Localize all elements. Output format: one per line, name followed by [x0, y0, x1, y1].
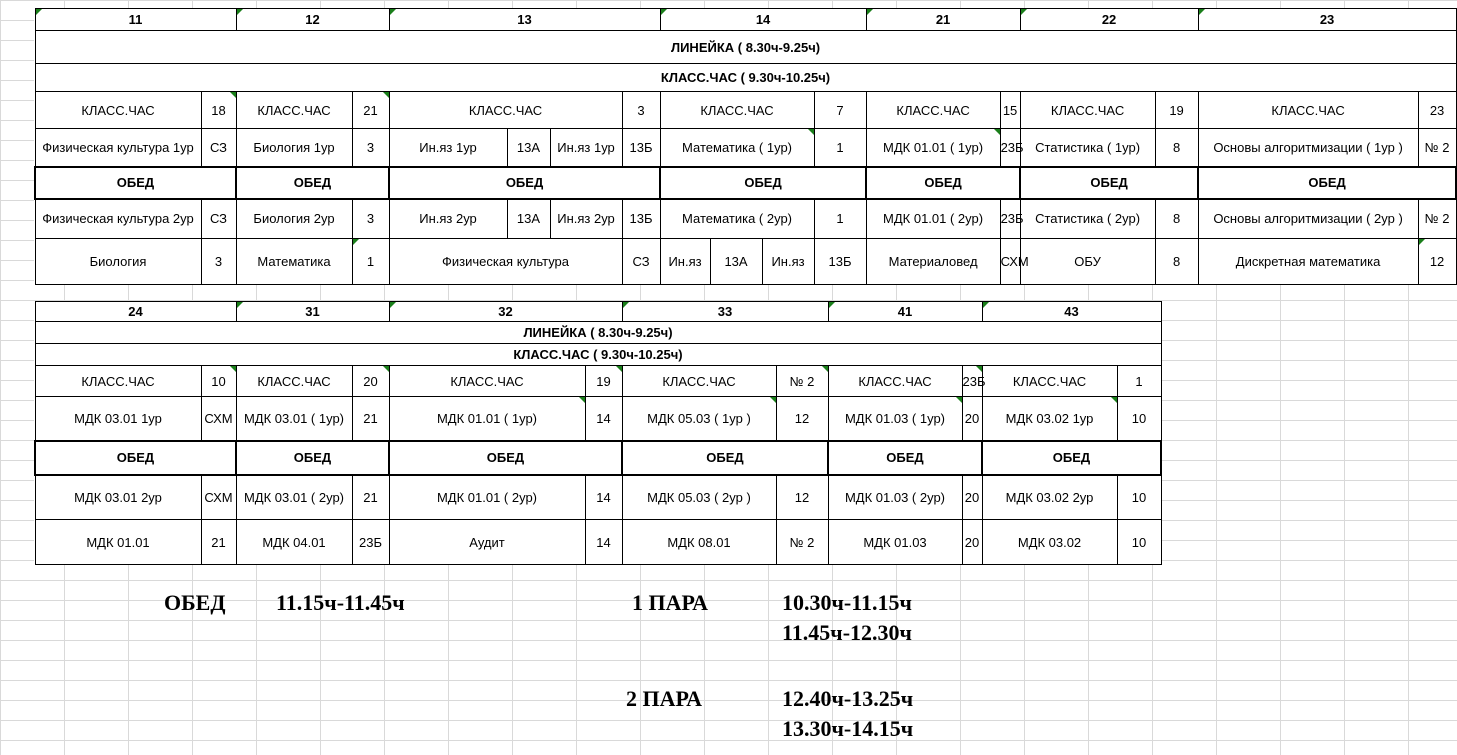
group-header: 43: [982, 302, 1161, 322]
lesson-row-2: [35, 475, 1161, 520]
subject-cell: МДК 03.01 ( 1ур): [236, 397, 352, 441]
subject-cell: Ин.яз: [660, 239, 710, 285]
subject-cell: Физическая культура: [389, 239, 622, 285]
room-cell: 20: [962, 397, 982, 441]
room-cell: 14: [585, 397, 622, 441]
subject-cell: КЛАСС.ЧАС: [389, 92, 622, 129]
subject-cell: Биология: [35, 239, 201, 285]
room-cell: 1: [1117, 366, 1161, 397]
subject-cell: Биология 1ур: [236, 129, 352, 167]
room-cell: 19: [1155, 92, 1198, 129]
room-cell: 23Б: [352, 520, 389, 565]
subject-cell: МДК 03.02: [982, 520, 1117, 565]
subject-cell: Статистика ( 1ур): [1020, 129, 1155, 167]
lesson-row-3: [35, 520, 1161, 565]
group-header: 14: [660, 9, 866, 31]
room-cell: 12: [776, 475, 828, 520]
subject-cell: КЛАСС.ЧАС: [660, 92, 814, 129]
subject-cell: Основы алгоритмизации ( 1ур ): [1198, 129, 1418, 167]
room-cell: 20: [352, 366, 389, 397]
room-cell: 13А: [507, 199, 550, 239]
pair-1-time-2: 11.45ч-12.30ч: [782, 620, 912, 645]
class-hour-row: КЛАСС.ЧАС ( 9.30ч-10.25ч): [35, 344, 1161, 366]
room-cell: 1: [814, 199, 866, 239]
group-header: 41: [828, 302, 982, 322]
lesson-row-3: [35, 239, 1456, 285]
room-cell: 15: [1000, 92, 1020, 129]
lineika-row: ЛИНЕЙКА ( 8.30ч-9.25ч): [35, 31, 1456, 64]
subject-cell: КЛАСС.ЧАС: [1020, 92, 1155, 129]
room-cell: 8: [1155, 239, 1198, 285]
subject-cell: МДК 04.01: [236, 520, 352, 565]
group-header-row: [35, 302, 1161, 322]
lunch-cell: ОБЕД: [660, 167, 866, 199]
room-cell: СЗ: [201, 199, 236, 239]
subject-cell: КЛАСС.ЧАС: [35, 366, 201, 397]
room-cell: 10: [1117, 475, 1161, 520]
subject-cell: МДК 01.01 ( 2ур): [389, 475, 585, 520]
room-cell: 21: [352, 475, 389, 520]
lunch-cell: ОБЕД: [35, 441, 236, 475]
subject-cell: МДК 03.01 2ур: [35, 475, 201, 520]
room-cell: 3: [352, 199, 389, 239]
subject-cell: КЛАСС.ЧАС: [1198, 92, 1418, 129]
room-cell: 19: [585, 366, 622, 397]
group-header: 21: [866, 9, 1020, 31]
room-cell: 13А: [710, 239, 762, 285]
subject-cell: МДК 01.03 ( 1ур): [828, 397, 962, 441]
subject-cell: Физическая культура 2ур: [35, 199, 201, 239]
subject-cell: КЛАСС.ЧАС: [622, 366, 776, 397]
lunch-note-label: ОБЕД: [164, 590, 226, 615]
subject-cell: КЛАСС.ЧАС: [236, 92, 352, 129]
room-cell: 7: [814, 92, 866, 129]
schedule-table-2: [34, 301, 1162, 565]
subject-cell: МДК 01.01 ( 1ур): [389, 397, 585, 441]
subject-cell: МДК 01.03 ( 2ур): [828, 475, 962, 520]
subject-cell: Биология 2ур: [236, 199, 352, 239]
subject-cell: Математика ( 2ур): [660, 199, 814, 239]
room-cell: 1: [814, 129, 866, 167]
subject-cell: Ин.яз 1ур: [389, 129, 507, 167]
room-cell: 10: [1117, 397, 1161, 441]
subject-cell: КЛАСС.ЧАС: [35, 92, 201, 129]
room-cell: 21: [352, 92, 389, 129]
class-hour-cells-row: [35, 366, 1161, 397]
group-header: 12: [236, 9, 389, 31]
pair-1-label: 1 ПАРА: [632, 590, 709, 615]
lunch-cell: ОБЕД: [1020, 167, 1198, 199]
lunch-cell: ОБЕД: [236, 167, 389, 199]
room-cell: 1: [352, 239, 389, 285]
room-cell: 8: [1155, 129, 1198, 167]
room-cell: 12: [1418, 239, 1456, 285]
subject-cell: Математика: [236, 239, 352, 285]
subject-cell: Физическая культура 1ур: [35, 129, 201, 167]
room-cell: 21: [201, 520, 236, 565]
subject-cell: Материаловед: [866, 239, 1000, 285]
room-cell: № 2: [1418, 129, 1456, 167]
room-cell: 8: [1155, 199, 1198, 239]
subject-cell: КЛАСС.ЧАС: [236, 366, 352, 397]
subject-cell: Статистика ( 2ур): [1020, 199, 1155, 239]
room-cell: 3: [352, 129, 389, 167]
room-cell: 3: [201, 239, 236, 285]
group-header-row: [35, 9, 1456, 31]
room-cell: 3: [622, 92, 660, 129]
subject-cell: МДК 01.03: [828, 520, 962, 565]
subject-cell: Ин.яз 2ур: [389, 199, 507, 239]
room-cell: 18: [201, 92, 236, 129]
lunch-note-time: 11.15ч-11.45ч: [276, 590, 405, 615]
pair-1-time-1: 10.30ч-11.15ч: [782, 590, 912, 615]
lunch-row: [35, 167, 1456, 199]
subject-cell: МДК 03.02 1ур: [982, 397, 1117, 441]
group-header: 31: [236, 302, 389, 322]
lunch-cell: ОБЕД: [389, 441, 622, 475]
subject-cell: Ин.яз 1ур: [550, 129, 622, 167]
lunch-cell: ОБЕД: [389, 167, 660, 199]
group-header: 11: [35, 9, 236, 31]
subject-cell: Основы алгоритмизации ( 2ур ): [1198, 199, 1418, 239]
subject-cell: МДК 01.01: [35, 520, 201, 565]
pair-2-label: 2 ПАРА: [626, 686, 703, 711]
group-header: 33: [622, 302, 828, 322]
room-cell: 10: [1117, 520, 1161, 565]
subject-cell: Математика ( 1ур): [660, 129, 814, 167]
lineika-row: ЛИНЕЙКА ( 8.30ч-9.25ч): [35, 322, 1161, 344]
lesson-row-2: [35, 199, 1456, 239]
room-cell: 10: [201, 366, 236, 397]
subject-cell: Дискретная математика: [1198, 239, 1418, 285]
subject-cell: МДК 08.01: [622, 520, 776, 565]
room-cell: 14: [585, 520, 622, 565]
subject-cell: ОБУ: [1020, 239, 1155, 285]
room-cell: 13Б: [622, 129, 660, 167]
group-header: 24: [35, 302, 236, 322]
lesson-row-1: [35, 129, 1456, 167]
subject-cell: Ин.яз: [762, 239, 814, 285]
room-cell: № 2: [776, 520, 828, 565]
subject-cell: Аудит: [389, 520, 585, 565]
room-cell: 23Б: [1000, 129, 1020, 167]
pair-2-time-1: 12.40ч-13.25ч: [782, 686, 914, 711]
room-cell: СХМ: [201, 397, 236, 441]
subject-cell: КЛАСС.ЧАС: [866, 92, 1000, 129]
room-cell: 13Б: [814, 239, 866, 285]
room-cell: 14: [585, 475, 622, 520]
room-cell: 13А: [507, 129, 550, 167]
room-cell: № 2: [776, 366, 828, 397]
lunch-cell: ОБЕД: [866, 167, 1020, 199]
room-cell: № 2: [1418, 199, 1456, 239]
subject-cell: КЛАСС.ЧАС: [389, 366, 585, 397]
subject-cell: КЛАСС.ЧАС: [828, 366, 962, 397]
class-hour-cells-row: [35, 92, 1456, 129]
lunch-row: [35, 441, 1161, 475]
lunch-cell: ОБЕД: [236, 441, 389, 475]
group-header: 23: [1198, 9, 1456, 31]
room-cell: 12: [776, 397, 828, 441]
room-cell: 23: [1418, 92, 1456, 129]
lunch-cell: ОБЕД: [622, 441, 828, 475]
pair-2-time-2: 13.30ч-14.15ч: [782, 716, 914, 741]
group-header: 22: [1020, 9, 1198, 31]
lunch-cell: ОБЕД: [982, 441, 1161, 475]
subject-cell: МДК 01.01 ( 2ур): [866, 199, 1000, 239]
room-cell: 13Б: [622, 199, 660, 239]
class-hour-row: КЛАСС.ЧАС ( 9.30ч-10.25ч): [35, 64, 1456, 92]
subject-cell: МДК 03.01 1ур: [35, 397, 201, 441]
room-cell: СЗ: [622, 239, 660, 285]
lesson-row-1: [35, 397, 1161, 441]
subject-cell: МДК 03.02 2ур: [982, 475, 1117, 520]
lunch-cell: ОБЕД: [1198, 167, 1456, 199]
lunch-cell: ОБЕД: [35, 167, 236, 199]
room-cell: 23Б: [962, 366, 982, 397]
subject-cell: МДК 01.01 ( 1ур): [866, 129, 1000, 167]
subject-cell: МДК 03.01 ( 2ур): [236, 475, 352, 520]
room-cell: 20: [962, 475, 982, 520]
room-cell: 21: [352, 397, 389, 441]
room-cell: СХМ: [201, 475, 236, 520]
room-cell: 23Б: [1000, 199, 1020, 239]
room-cell: 20: [962, 520, 982, 565]
subject-cell: КЛАСС.ЧАС: [982, 366, 1117, 397]
schedule-table-1: [34, 8, 1457, 285]
room-cell: СЗ: [201, 129, 236, 167]
group-header: 13: [389, 9, 660, 31]
group-header: 32: [389, 302, 622, 322]
subject-cell: МДК 05.03 ( 2ур ): [622, 475, 776, 520]
lunch-cell: ОБЕД: [828, 441, 982, 475]
subject-cell: Ин.яз 2ур: [550, 199, 622, 239]
subject-cell: МДК 05.03 ( 1ур ): [622, 397, 776, 441]
room-cell: СХМ: [1000, 239, 1020, 285]
